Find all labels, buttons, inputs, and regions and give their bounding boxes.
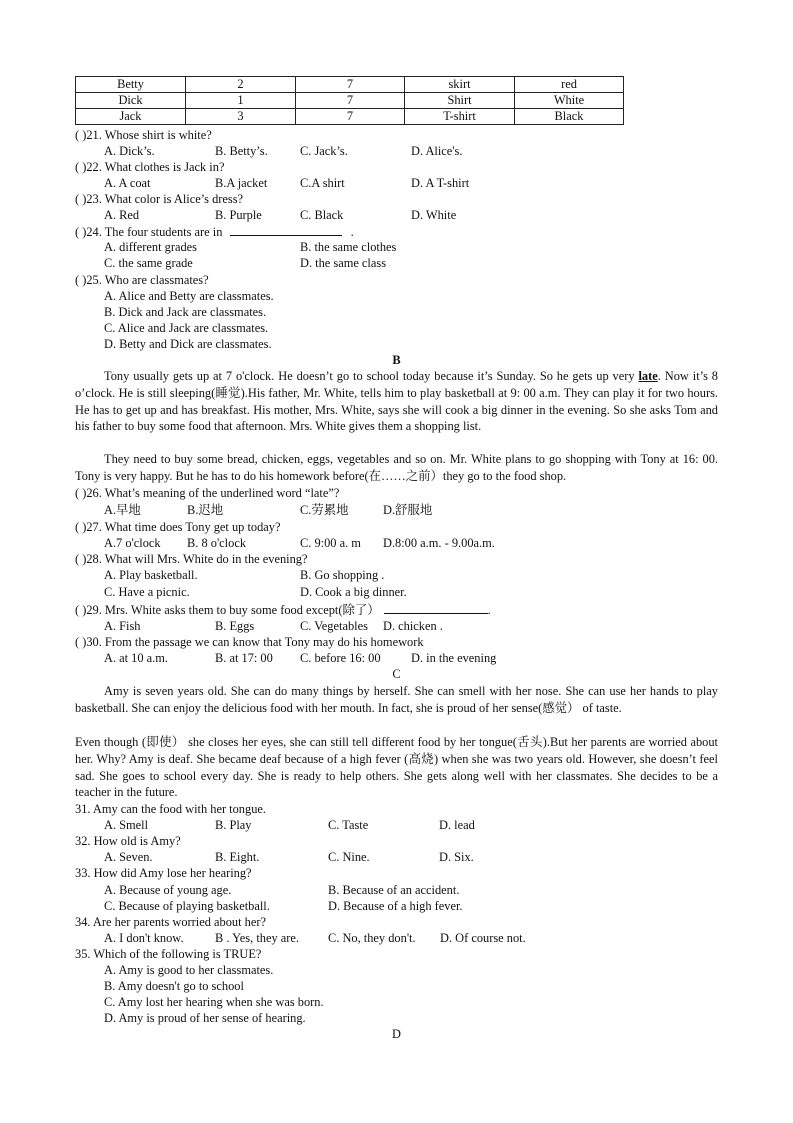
question-23-stem: ( )23. What color is Alice’s dress?: [75, 192, 244, 206]
question-26-stem: ( )26. What’s meaning of the underlined word “late”?: [75, 486, 340, 500]
question-31-stem: 31. Amy can the food with her tongue.: [75, 802, 266, 816]
table-row: [76, 93, 624, 109]
option-a: A. Smell: [104, 818, 149, 832]
option-b: B. the same clothes: [300, 240, 397, 254]
table-cell: Betty: [76, 77, 186, 93]
option-b: B. Eight.: [215, 850, 260, 864]
option-c: C. Jack’s.: [300, 144, 348, 158]
question-30-stem: ( )30. From the passage we can know that Tony may do his homework: [75, 635, 424, 649]
section-heading-d: D: [392, 1027, 401, 1041]
option-c: C. before 16: 00: [300, 651, 381, 665]
option-b: B. Betty’s.: [215, 144, 268, 158]
option-c: C. 9:00 a. m: [300, 536, 361, 550]
table-cell: 1: [186, 93, 296, 109]
table-cell: Dick: [76, 93, 186, 109]
table-cell: 7: [296, 77, 405, 93]
option-b: B. Dick and Jack are classmates.: [104, 305, 267, 319]
option-d: D. Amy is proud of her sense of hearing.: [104, 1011, 306, 1025]
option-c: C. Taste: [328, 818, 369, 832]
option-a: A. A coat: [104, 176, 151, 190]
answer-blank: [384, 602, 488, 614]
table-cell: 2: [186, 77, 296, 93]
student-clothes-table: [75, 76, 624, 125]
table-cell: 7: [296, 93, 405, 109]
option-b: B. Eggs: [215, 619, 255, 633]
table-cell: T-shirt: [405, 109, 515, 125]
option-a: A.7 o'clock: [104, 536, 161, 550]
question-22-stem: ( )22. What clothes is Jack in?: [75, 160, 225, 174]
option-a: A. Alice and Betty are classmates.: [104, 289, 274, 303]
option-d: D. Cook a big dinner.: [300, 585, 407, 599]
option-c: C. Vegetables: [300, 619, 368, 633]
question-27-stem: ( )27. What time does Tony get up today?: [75, 520, 281, 534]
option-a: A. different grades: [104, 240, 198, 254]
table-cell: Jack: [76, 109, 186, 125]
option-c: C. Because of playing basketball.: [104, 899, 270, 913]
option-a: A. Red: [104, 208, 140, 222]
option-d: D. White: [411, 208, 457, 222]
option-b: B. Purple: [215, 208, 262, 222]
question-29: [75, 602, 491, 618]
option-b: B.迟地: [187, 503, 224, 517]
table-row: [76, 77, 624, 93]
table-cell: White: [515, 93, 624, 109]
question-29-stem: ( )29. Mrs. White asks them to buy some food except(除了）: [75, 603, 380, 617]
option-d: D. lead: [439, 818, 475, 832]
option-c: C. Black: [300, 208, 344, 222]
question-24-stem: ( )24. The four students are in: [75, 225, 223, 239]
question-29-end: .: [487, 603, 491, 617]
question-34-stem: 34. Are her parents worried about her?: [75, 915, 266, 929]
option-c: C.劳累地: [300, 503, 349, 517]
passage-b-paragraph-2: [75, 451, 718, 485]
option-a: A.早地: [104, 503, 141, 517]
option-a: A. Because of young age.: [104, 883, 232, 897]
answer-blank: [230, 224, 342, 236]
table-cell: red: [515, 77, 624, 93]
section-heading-c: C: [392, 667, 401, 681]
question-24: [75, 224, 354, 240]
option-d: D. Of course not.: [440, 931, 526, 945]
option-a: A. I don't know.: [104, 931, 184, 945]
passage-text: Amy is seven years old. She can do many things by herself. She can smell with her nose. She can use her hands to play basketball. She can enjoy the delicious food with her mouth. In fact, she is proud of her sense(感觉） of taste.: [75, 684, 718, 715]
passage-b-paragraph-1: [75, 368, 718, 435]
option-b: B. 8 o'clock: [187, 536, 247, 550]
option-c: C. Alice and Jack are classmates.: [104, 321, 269, 335]
option-b: B. Go shopping .: [300, 568, 385, 582]
table-cell: skirt: [405, 77, 515, 93]
option-c: C. the same grade: [104, 256, 193, 270]
table-cell: Shirt: [405, 93, 515, 109]
question-32-stem: 32. How old is Amy?: [75, 834, 181, 848]
passage-c-paragraph-2: [75, 734, 718, 801]
option-a: A. Dick’s.: [104, 144, 155, 158]
section-heading-b: B: [392, 353, 401, 367]
option-d: D. Alice's.: [411, 144, 463, 158]
option-c: C. Have a picnic.: [104, 585, 190, 599]
option-d: D. the same class: [300, 256, 387, 270]
table-cell: 7: [296, 109, 405, 125]
passage-c-paragraph-1: [75, 683, 718, 717]
option-a: A. Seven.: [104, 850, 153, 864]
passage-text: Tony usually gets up at 7 o'clock. He doesn’t go to school today because it’s Sunday. So he gets up very: [104, 369, 639, 383]
question-25-stem: ( )25. Who are classmates?: [75, 273, 209, 287]
passage-text: . Now it’s 8 o’clock. He is still sleeping(睡觉).His father, Mr. White, tells him to play basketball at 9: 00 a.m. They can play it for two hours. He has to get up and has breakfast. His mother, Mrs. White, says she will cook a big dinner in the evening. So she asks Tom and his father to buy some food that afternoon. Mrs. White gives them a shopping list.: [75, 369, 718, 434]
option-c: C. No, they don't.: [328, 931, 416, 945]
option-a: A. at 10 a.m.: [104, 651, 169, 665]
option-b: B. Because of an accident.: [328, 883, 460, 897]
option-b: B. Amy doesn't go to school: [104, 979, 244, 993]
question-28-stem: ( )28. What will Mrs. White do in the evening?: [75, 552, 308, 566]
option-a: A. Amy is good to her classmates.: [104, 963, 274, 977]
table-cell: Black: [515, 109, 624, 125]
table-cell: 3: [186, 109, 296, 125]
option-b: B.A jacket: [215, 176, 268, 190]
option-a: A. Play basketball.: [104, 568, 198, 582]
option-b: B. at 17: 00: [215, 651, 273, 665]
option-b: B. Play: [215, 818, 252, 832]
option-a: A. Fish: [104, 619, 141, 633]
table-row: [76, 109, 624, 125]
option-d: D. Betty and Dick are classmates.: [104, 337, 272, 351]
option-d: D.舒服地: [383, 503, 433, 517]
question-35-stem: 35. Which of the following is TRUE?: [75, 947, 262, 961]
underlined-word: late: [638, 369, 658, 383]
option-d: D. Six.: [439, 850, 474, 864]
option-c: C. Amy lost her hearing when she was born.: [104, 995, 324, 1009]
option-b: B . Yes, they are.: [215, 931, 299, 945]
passage-text: Even though (即使） she closes her eyes, she can still tell different food by her tongue(舌头).But her parents are worried about her. Why? Amy is deaf. She became deaf because of a high fever (高烧) when she was two years old. However, she doesn’t feel sad. She goes to school every day. She is ready to help others. She gets along well with her classmates. She decides to be a teacher in the future.: [75, 735, 718, 800]
option-c: C. Nine.: [328, 850, 370, 864]
option-c: C.A shirt: [300, 176, 345, 190]
option-d: D. Because of a high fever.: [328, 899, 463, 913]
passage-text: They need to buy some bread, chicken, eggs, vegetables and so on. Mr. White plans to go shopping with Tony at 16: 00. Tony is very happy. But he has to do his homework before(在……之前）they go to the food shop.: [75, 452, 718, 483]
option-d: D.8:00 a.m. - 9.00a.m.: [383, 536, 495, 550]
question-33-stem: 33. How did Amy lose her hearing?: [75, 866, 252, 880]
option-d: D. A T-shirt: [411, 176, 470, 190]
option-d: D. chicken .: [383, 619, 443, 633]
question-24-end: .: [350, 225, 354, 239]
option-d: D. in the evening: [411, 651, 497, 665]
question-21-stem: ( )21. Whose shirt is white?: [75, 128, 212, 142]
